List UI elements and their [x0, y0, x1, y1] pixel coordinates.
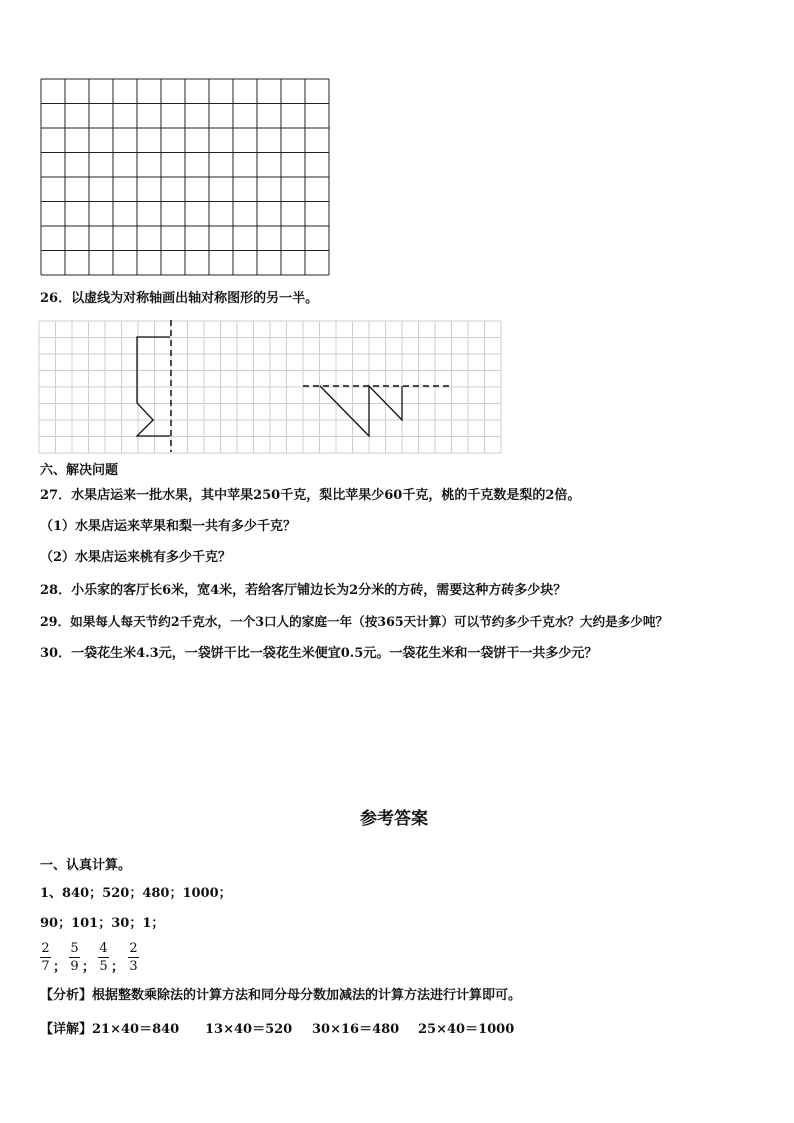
symmetry-grid [38, 320, 504, 456]
fraction-separator: ； [53, 960, 67, 975]
answer-analysis: 【分析】根据整数乘除法的计算方法和同分母分数加减法的计算方法进行计算即可。 [40, 988, 522, 1003]
question-29: 29．如果每人每天节约2千克水，一个3口人的家庭一年（按365天计算）可以节约多少千克水？大约是多少吨？ [40, 614, 669, 629]
question-30: 30．一袋花生米4.3元，一袋饼干比一袋花生米便宜0.5元。一袋花生米和一袋饼干一共多少元？ [40, 646, 598, 661]
fraction-separator: ； [82, 960, 96, 975]
answer-detail-eq-3: 30×16＝480 [312, 1022, 400, 1037]
question-27-part-1: （1）水果店运来苹果和梨一共有多少千克？ [40, 519, 297, 534]
fraction-3: 4 5 [99, 941, 108, 974]
question-26: 26．以虚线为对称轴画出轴对称图形的另一半。 [40, 291, 319, 306]
section-6-heading: 六、解决问题 [40, 463, 119, 478]
answers-title: 参考答案 [360, 809, 428, 829]
answer-detail-eq-4: 25×40＝1000 [418, 1022, 515, 1037]
answer-detail-label: 【详解】 [40, 1022, 93, 1037]
question-27-part-2: （2）水果店运来桃有多少千克？ [40, 550, 232, 565]
fraction-4: 2 3 [129, 941, 138, 974]
top-grid [40, 78, 332, 278]
fraction-separator: ； [111, 960, 125, 975]
top-half-figure [320, 386, 402, 436]
question-27: 27．水果店运来一批水果，其中苹果250千克，梨比苹果少60千克，桃的千克数是梨的2倍。 [40, 488, 581, 503]
answer-row-2: 90；101；30；1； [40, 916, 165, 931]
answer-row-1: 1、840；520；480；1000； [40, 886, 232, 901]
answer-detail-eq-1: 21×40＝840 [92, 1022, 180, 1037]
answer-detail-eq-2: 13×40＝520 [205, 1022, 293, 1037]
fraction-1: 2 7 [41, 941, 50, 974]
fraction-2: 5 9 [70, 941, 79, 974]
question-28: 28．小乐家的客厅长6米，宽4米，若给客厅铺边长为2分米的方砖，需要这种方砖多少块？ [40, 583, 567, 598]
answers-section-1: 一、认真计算。 [40, 858, 132, 873]
